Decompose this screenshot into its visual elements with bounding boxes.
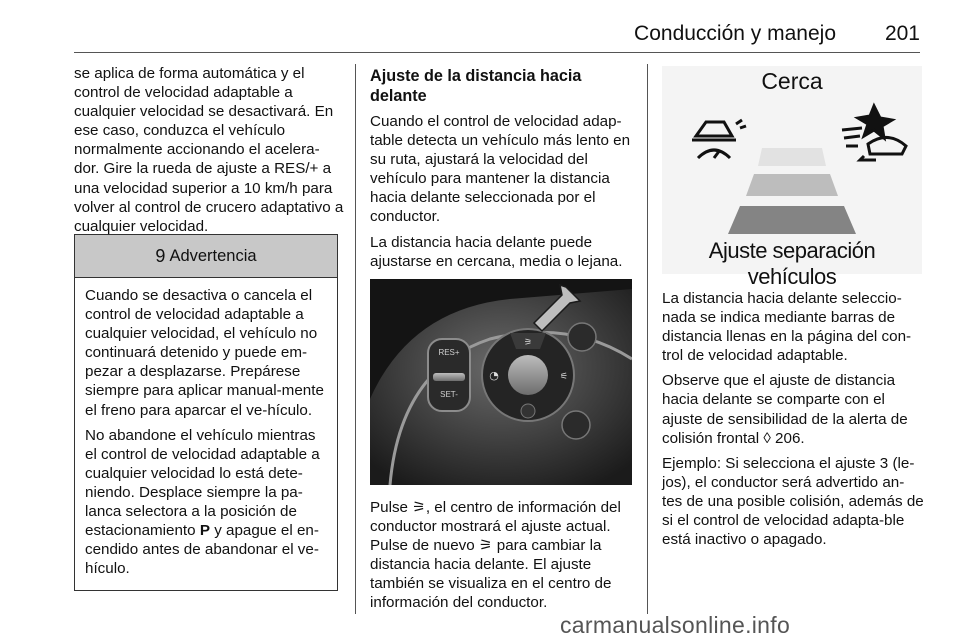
gap-bar-3 (728, 206, 856, 234)
paragraph (662, 371, 924, 447)
warning-text: No abandone el vehículo mientras el control de velocidad adaptable a cualquier velocidad lo está dete-niendo. Desplace siempre la pa-lanca selectora a la posición de estacionamiento (85, 426, 320, 540)
gap-setting-icon: ⚞ (412, 499, 426, 516)
warning-text: y apague el en-cendido antes de abandonar el ve-hículo. (85, 522, 319, 578)
section-title: Ajuste de la distancia hacia delante (370, 67, 582, 105)
collision-alert-icon (842, 106, 906, 160)
warning-paragraph-2 (85, 426, 329, 579)
paragraph: Cuando el control de velocidad adap-table detecta un vehículo más lento en su ruta, ajustará la velocidad del vehículo para mantener la distancia hacia delante seleccionada por el conductor. (370, 113, 631, 226)
display-setting-label: Ajuste separación vehículos (708, 238, 876, 289)
column-3 (662, 289, 924, 555)
column-2-continued (370, 498, 634, 619)
res-button-label: RES+ (438, 348, 460, 357)
gap-setting-icon: ⚞ (478, 537, 493, 555)
warning-paragraph-1: Cuando se desactiva o cancela el control de velocidad adaptable a cualquier velocidad, el vehículo no continuará detenido y puede em-pezar a desplazarse. Prepárese siempre para aplicar manual-mente el freno para aparcar el ve-hículo. (85, 287, 324, 419)
column-2 (370, 66, 634, 277)
svg-text:⚟: ⚟ (559, 372, 569, 382)
paragraph: La distancia hacia delante seleccio-nada se indica mediante barras de distancia llenas en la página del con-trol de velocidad adaptable. (662, 290, 912, 365)
text: 206. (770, 429, 805, 447)
text: , el centro de información del conductor mostrará el ajuste actual. Pulse de nuevo (370, 499, 621, 555)
warning-header (75, 235, 337, 278)
gap-display-image (662, 66, 922, 289)
intro-paragraph: se aplica de forma automática y el control de velocidad adaptable a cualquier velocidad se desactivará. En ese caso, conduzca el vehículo normalmente accionando el acelera-dor. Gire la rueda de ajuste a RES/+ a una velocidad superior a 10 km/h para volver al control de crucero adaptativo a cualquier velocidad. (74, 65, 344, 235)
paragraph: La distancia hacia delante puede ajustarse en cercana, media o lejana. (370, 233, 623, 270)
text: Observe que el ajuste de distancia hacia delante se comparte con el ajuste de sensibilidad de la alerta de colisión frontal (662, 372, 908, 447)
page-title: Conducción y manejo (634, 22, 836, 45)
column-divider (647, 64, 648, 614)
text: para cambiar la distancia hacia delante. El ajuste también se visualiza en el centro de información del conductor. (370, 537, 612, 612)
svg-text:◔: ◔ (489, 369, 499, 382)
svg-text:⚞: ⚞ (523, 338, 533, 348)
page-reference-icon: ◊ (763, 429, 771, 447)
text: Pulse (370, 499, 413, 516)
display-gap-label: Cerca (761, 68, 823, 94)
gap-bar-2 (746, 174, 838, 196)
warning-box (74, 234, 338, 591)
column-divider (355, 64, 356, 614)
paragraph (370, 498, 634, 613)
warning-body (75, 278, 337, 590)
paragraph: Ejemplo: Si selecciona el ajuste 3 (le-jos), el conductor será advertido an-tes de una posible colisión, además de si el control de velocidad adapta-ble está inactivo o apagado. (662, 454, 924, 549)
vehicle-ahead-icon (692, 120, 746, 158)
steering-wheel-controls-image (370, 279, 632, 485)
gap-bar-1 (758, 148, 826, 166)
set-button-label: SET- (440, 390, 458, 399)
page-number: 201 (884, 22, 920, 45)
watermark: carmanualsonline.info (560, 612, 791, 638)
page-header (74, 0, 920, 53)
warning-title: Advertencia (169, 246, 257, 265)
column-1 (74, 64, 344, 242)
steering-wheel-illustration (370, 279, 632, 485)
park-position-label: P (199, 522, 210, 540)
warning-icon: 9 (155, 245, 166, 266)
